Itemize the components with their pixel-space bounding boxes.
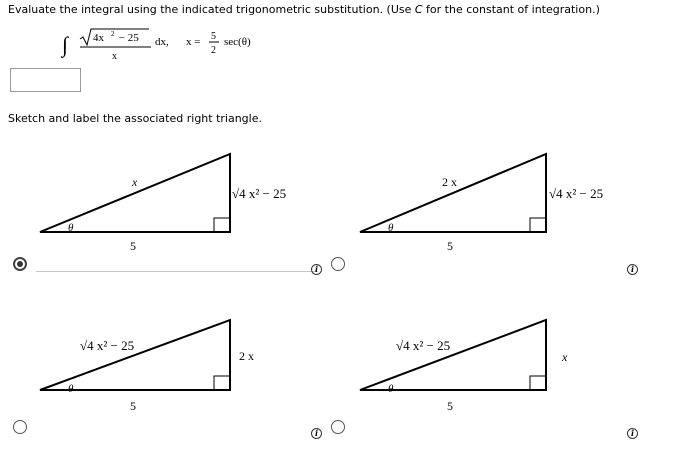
angle-label: θ xyxy=(388,222,394,234)
radicand-rest: − 25 xyxy=(116,32,139,44)
radicand-exponent: 2 xyxy=(111,30,115,38)
constant-letter: C xyxy=(414,3,423,16)
substitution-function: sec(θ) xyxy=(224,36,251,48)
substitution-lhs: x = xyxy=(186,36,201,48)
hypotenuse-label: √4 x² − 25 xyxy=(396,338,451,353)
adjacent-label: 5 xyxy=(447,239,453,250)
differential: dx, xyxy=(155,36,169,48)
sketch-prompt: Sketch and label the associated right triangle. xyxy=(8,112,262,125)
adjacent-label: 5 xyxy=(447,399,453,413)
radicand-base: 4x xyxy=(93,32,104,44)
opposite-label: x xyxy=(562,350,568,364)
question-text-before: Evaluate the integral using the indicated trigonometric substitution. (Use xyxy=(8,3,415,16)
substitution-numerator: 5 xyxy=(211,31,216,42)
angle-label: θ xyxy=(388,383,394,395)
hypotenuse-label: x xyxy=(132,175,138,189)
integral-sign: ∫ xyxy=(62,32,69,57)
angle-label: θ xyxy=(68,383,74,395)
opposite-label: √4 x² − 25 xyxy=(232,186,287,201)
info-icon[interactable]: i xyxy=(627,264,638,275)
hypotenuse-label: 2 x xyxy=(442,175,457,189)
triangle-option-1 xyxy=(28,150,318,250)
answer-input[interactable] xyxy=(10,68,81,92)
radio-option-2[interactable] xyxy=(331,257,345,271)
info-icon[interactable]: i xyxy=(311,428,322,439)
info-icon[interactable]: i xyxy=(311,264,322,275)
radio-option-1[interactable] xyxy=(13,257,27,271)
radio-option-3[interactable] xyxy=(13,420,27,434)
angle-label: θ xyxy=(68,222,74,234)
hypotenuse-label: √4 x² − 25 xyxy=(80,338,135,353)
info-icon[interactable]: i xyxy=(627,428,638,439)
triangle-option-3 xyxy=(28,316,318,416)
selection-divider xyxy=(36,271,316,272)
substitution-denominator: 2 xyxy=(211,45,216,56)
question-text xyxy=(8,3,600,16)
opposite-label: 2 x xyxy=(239,349,254,363)
integral-expression xyxy=(60,24,320,70)
triangle-option-4 xyxy=(356,316,646,416)
triangle-option-2 xyxy=(356,150,646,250)
adjacent-label: 5 xyxy=(130,399,136,413)
denominator: x xyxy=(112,51,117,62)
radio-option-4[interactable] xyxy=(331,420,345,434)
opposite-label: √4 x² − 25 xyxy=(549,186,604,201)
adjacent-label: 5 xyxy=(130,239,136,250)
question-text-after: for the constant of integration.) xyxy=(422,3,600,16)
